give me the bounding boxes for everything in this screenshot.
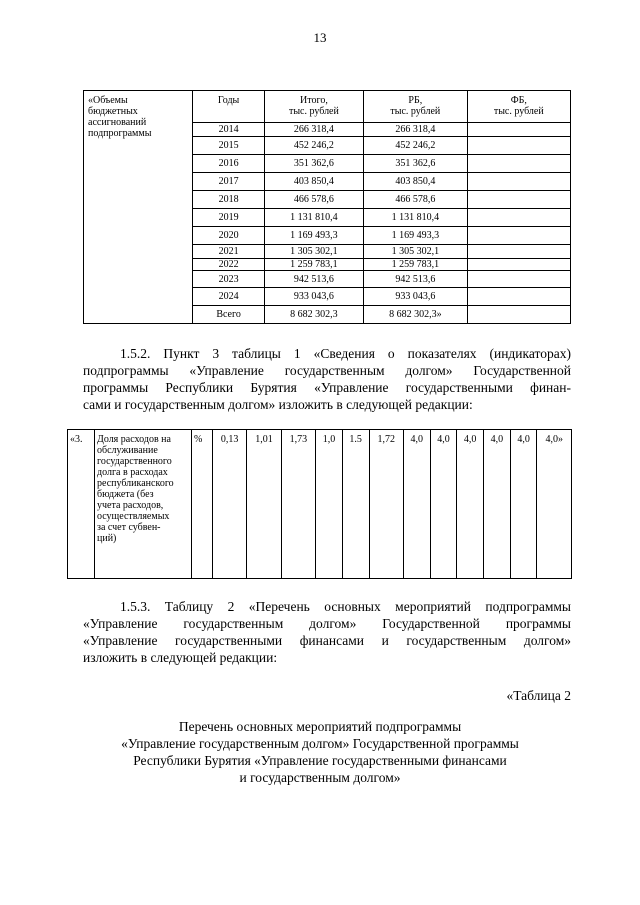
cell-rb: 452 246,2	[364, 137, 467, 155]
header-fb	[467, 91, 570, 123]
cell-fb	[467, 137, 570, 155]
cell-rb: 266 318,4	[364, 123, 467, 137]
cell-year: 2024	[193, 288, 264, 306]
cell-year: 2018	[193, 191, 264, 209]
cell-year: Всего	[193, 306, 264, 324]
indicator-value: 1,72	[369, 430, 403, 579]
text-line: тыс. рублей	[390, 106, 441, 117]
text-line: тыс. рублей	[493, 106, 544, 117]
cell-total: 1 169 493,3	[264, 227, 363, 245]
table-2-title	[0, 718, 640, 786]
paragraph-line: 1.5.3. Таблицу 2 «Перечень основных мероприятий подпрограммы	[120, 599, 571, 614]
cell-total: 933 043,6	[264, 288, 363, 306]
paragraph-1-5-3	[83, 598, 571, 666]
text-line: ассигнований	[88, 117, 147, 128]
indicator-name	[95, 430, 192, 579]
indicator-table	[67, 429, 572, 579]
cell-fb	[467, 245, 570, 259]
cell-year: 2022	[193, 259, 264, 271]
budget-header-row	[84, 91, 571, 123]
title-line: Перечень основных мероприятий подпрограммы	[178, 719, 462, 734]
cell-fb	[467, 288, 570, 306]
cell-fb	[467, 191, 570, 209]
indicator-value: 1.5	[342, 430, 369, 579]
text-line: республиканского	[97, 478, 174, 489]
paragraph-line: 1.5.2. Пункт 3 таблицы 1 «Сведения о показателях (индикаторах)	[120, 346, 571, 361]
cell-year: 2014	[193, 123, 264, 137]
cell-fb	[467, 155, 570, 173]
cell-total: 403 850,4	[264, 173, 363, 191]
indicator-value: 4,0»	[537, 430, 572, 579]
cell-fb	[467, 271, 570, 288]
cell-rb: 933 043,6	[364, 288, 467, 306]
paragraph-1-5-2	[83, 345, 571, 413]
text-line: ФБ,	[510, 95, 527, 106]
table-2-label: «Таблица 2	[506, 688, 571, 703]
budget-label-cell	[84, 91, 193, 324]
indicator-number: «3.	[68, 430, 95, 579]
title-line: Республики Бурятия «Управление государственными финансами	[133, 753, 507, 768]
text-line: тыс. рублей	[288, 106, 339, 117]
cell-rb: 1 169 493,3	[364, 227, 467, 245]
cell-total: 452 246,2	[264, 137, 363, 155]
text-line: РБ,	[408, 95, 423, 106]
paragraph-line: «Управление государственным долгом» Государственной программы	[83, 616, 571, 631]
text-line: осуществляемых	[97, 511, 170, 522]
paragraph-line: программы Республики Бурятия «Управление государственными финан-	[83, 380, 571, 395]
cell-rb: 466 578,6	[364, 191, 467, 209]
cell-rb: 351 362,6	[364, 155, 467, 173]
cell-year: 2019	[193, 209, 264, 227]
cell-year: 2020	[193, 227, 264, 245]
header-rb	[364, 91, 467, 123]
cell-year: 2015	[193, 137, 264, 155]
cell-rb: 942 513,6	[364, 271, 467, 288]
cell-year: 2016	[193, 155, 264, 173]
text-line: учета расходов,	[97, 500, 164, 511]
cell-fb	[467, 209, 570, 227]
budget-allocations-table	[83, 90, 571, 324]
text-line: подпрограммы	[88, 128, 152, 139]
cell-total: 266 318,4	[264, 123, 363, 137]
text-line: государственного	[97, 456, 172, 467]
cell-fb	[467, 173, 570, 191]
paragraph-line: изложить в следующей редакции:	[83, 650, 278, 665]
indicator-value: 1,01	[247, 430, 281, 579]
header-year: Годы	[193, 91, 264, 123]
title-line: «Управление государственным долгом» Государственной программы	[121, 736, 519, 751]
text-line: «Объемы	[88, 95, 128, 106]
cell-total: 942 513,6	[264, 271, 363, 288]
indicator-value: 4,0	[403, 430, 430, 579]
cell-rb: 403 850,4	[364, 173, 467, 191]
text-line: долга в расходах	[97, 467, 168, 478]
indicator-unit: %	[192, 430, 213, 579]
text-line: Итого,	[300, 95, 328, 106]
cell-fb	[467, 123, 570, 137]
paragraph-line: подпрограммы «Управление государственным долгом» Государственной	[83, 363, 571, 378]
cell-year: 2021	[193, 245, 264, 259]
cell-year: 2023	[193, 271, 264, 288]
text-line: бюджета (без	[97, 489, 154, 500]
paragraph-line: «Управление государственными финансами и государственным долгом»	[83, 633, 571, 648]
indicator-row	[68, 430, 572, 579]
text-line: Доля расходов на	[97, 434, 171, 445]
indicator-value: 4,0	[457, 430, 484, 579]
cell-total: 351 362,6	[264, 155, 363, 173]
indicator-value: 1,0	[316, 430, 343, 579]
paragraph-line: сами и государственным долгом» изложить в следующей редакции:	[83, 397, 473, 412]
text-line: обслуживание	[97, 445, 158, 456]
header-total	[264, 91, 363, 123]
cell-fb	[467, 227, 570, 245]
cell-total: 1 131 810,4	[264, 209, 363, 227]
cell-total: 8 682 302,3	[264, 306, 363, 324]
text-line: за счет субвен-	[97, 522, 161, 533]
cell-total: 1 259 783,1	[264, 259, 363, 271]
cell-rb: 1 131 810,4	[364, 209, 467, 227]
indicator-value: 4,0	[430, 430, 457, 579]
cell-fb	[467, 306, 570, 324]
cell-rb: 8 682 302,3»	[364, 306, 467, 324]
cell-year: 2017	[193, 173, 264, 191]
indicator-value: 1,73	[281, 430, 315, 579]
indicator-value: 0,13	[213, 430, 247, 579]
cell-rb: 1 259 783,1	[364, 259, 467, 271]
text-line: бюджетных	[88, 106, 138, 117]
cell-total: 1 305 302,1	[264, 245, 363, 259]
cell-fb	[467, 259, 570, 271]
cell-rb: 1 305 302,1	[364, 245, 467, 259]
text-line: ций)	[97, 533, 117, 544]
indicator-value: 4,0	[484, 430, 511, 579]
indicator-value: 4,0	[510, 430, 537, 579]
page-number: 13	[313, 30, 327, 45]
title-line: и государственным долгом»	[239, 770, 401, 785]
cell-total: 466 578,6	[264, 191, 363, 209]
